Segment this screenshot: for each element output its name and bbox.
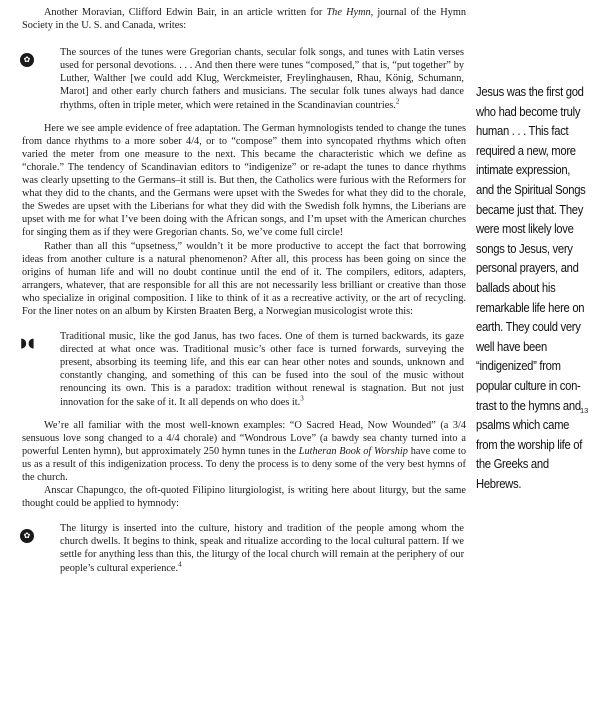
blockquote-liturgy (22, 522, 466, 574)
sidebar-line: and the Spiritual Songs (476, 181, 586, 197)
janus-faces-icon: ◗◖ (20, 336, 36, 352)
examples-text-2: have come to us as a result of this indigenization process. To deny the process is to deny some of the very best hymns of the church. (22, 445, 466, 483)
sidebar-line: popular culture in con- (476, 377, 581, 393)
intro-paragraph (22, 6, 466, 32)
footnote-marker: 2 (395, 97, 400, 106)
sidebar-line: from the worship life of (476, 436, 583, 452)
sidebar-line: the Greeks and (476, 456, 549, 472)
sidebar-line: required a new, more (476, 142, 576, 158)
sidebar-line: ballads about his (476, 279, 556, 295)
footnote-marker: 4 (178, 560, 182, 569)
quote-text: The liturgy is inserted into the culture, history and tradition of the people among whom the church dwells. It begins to think, speak and ritualize according to the local cultural pattern. If we settle for anything less than this, the liturgy of the local church will remain at the periphery of our people’s cultural experience. (60, 523, 464, 574)
sidebar-line: songs to Jesus, very (476, 240, 573, 256)
sidebar-line: Hebrews. (476, 475, 522, 491)
main-text-column (22, 6, 466, 585)
sidebar-line: were most likely love (476, 221, 574, 237)
intro-text-2: journal of the Hymn Society in the U. S. and Canada, writes: (22, 7, 466, 32)
sidebar-line: trast to the hymns and (476, 397, 581, 413)
sidebar-line: earth. They could very (476, 319, 581, 335)
blockquote-bair (22, 46, 466, 111)
quote-text: The sources of the tunes were Gregorian chants, secular folk songs, and tunes with Latin verses used for personal devotions. . . . And then there were tunes “composed,” that is, “put together” by Luther, Walther [we could add Klug, Werckmeister, Freylinghausen, Rhau, König, Schumann, Marot] and other early church fathers and musicians. The secular folk tunes always had dance rhythms, often in triple meter, which were retained in the Scandinavian countries. (60, 47, 464, 111)
sidebar-line: well have been (476, 338, 547, 354)
journal-title: The Hymn, (326, 7, 374, 18)
paragraph-chapungco: Anscar Chapungco, the oft-quoted Filipino liturgiologist, is writing here about liturgy, but the same thought could be applied to hymnody: (22, 485, 466, 510)
page-number: 13 (580, 406, 589, 415)
sidebar-line: who had become truly (476, 103, 581, 119)
sidebar-line: “indigenized” from (476, 358, 561, 374)
sidebar-line: personal prayers, and (476, 260, 579, 276)
blockquote-janus (22, 330, 466, 409)
sidebar-line: human . . . This fact (476, 123, 569, 139)
sidebar-line: intimate expression, (476, 162, 571, 178)
sidebar-line: Jesus was the first god (476, 84, 584, 99)
book-title: Lutheran Book of Worship (298, 445, 408, 457)
quote-text: Traditional music, like the god Janus, has two faces. One of them is turned backwards, its gaze directed at what once was. Traditional music’s other face is turned forwards, surveying the present, absorbing its teeming life, and this ear can hear other notes and sounds, unknown and constantly changing, and something of this can be fused into the soul of the music without renouncing its own. This is a paradox: tradition without renewal is stagnation. But not just innovation for the sake of it. It all depends on who does it. (60, 331, 464, 408)
disc-icon: ✿ (20, 529, 34, 543)
sidebar-line: remarkable life here on (476, 299, 585, 315)
examples-text-1: We’re all familiar with the most well-known examples: “O Sacred Head, Now Wounded” (a 3/4 sensuous love song changed to a 4/4 chorale) and “Wondrous Love” (a bawdy sea chanty turned into a powerful Lenten hymn), but approximately 250 hymn tunes in the (22, 419, 466, 457)
paragraph-adaptation: Here we see ample evidence of free adaptation. The German hymnologists tended to change the tunes from dance rhythms to a more sober 4/4, or to “compose” them into syncopated rhythms which often varied the meter from one measure to the next. This became the characteristic which we define as “chorale.” The tendency of Scandinavian editors to “indigenize” or re-adapt the tunes to dance rhythms was clearly upsetting to the Germans–it still is. But then, the Catholics were furious with the Reformers for what they did to the chants, and the Germans were upset with the Swedes for what they did to the chorale, the Swedes are upset with the Liberians for what they did with the Swedish folk hymns, the Liberians are upset with me for what I’ve been doing with the African songs, and I’m upset with the American churches for singing them as if they were Gregorian chants. So, we’ve come full circle! (22, 122, 466, 239)
footnote-marker: 3 (300, 394, 304, 403)
intro-text-1: Another Moravian, Clifford Edwin Bair, in an article written for (44, 7, 327, 18)
paragraph-upsetness: Rather than all this “upsetness,” wouldn’t it be more productive to accept the fact that borrowing ideas from another culture is a natural phenomenon? After all, this process has been going on since the origins of human life and will no doubt continue until the end of it. The compilers, editors, adapters, arrangers, whatever, that are responsible for all this are not necessarily less brilliant or creative than those who specialize in original composition. I like to think of it as a recreative activity, or the art of recycling. For the liner notes on an album by Kirsten Braaten Berg, a Norwegian musicologist wrote this: (22, 240, 466, 317)
disc-icon: ✿ (20, 53, 34, 67)
sidebar-line: psalms which came (476, 417, 570, 433)
paragraph-examples (22, 419, 466, 484)
sidebar-line: became just that. They (476, 201, 584, 217)
